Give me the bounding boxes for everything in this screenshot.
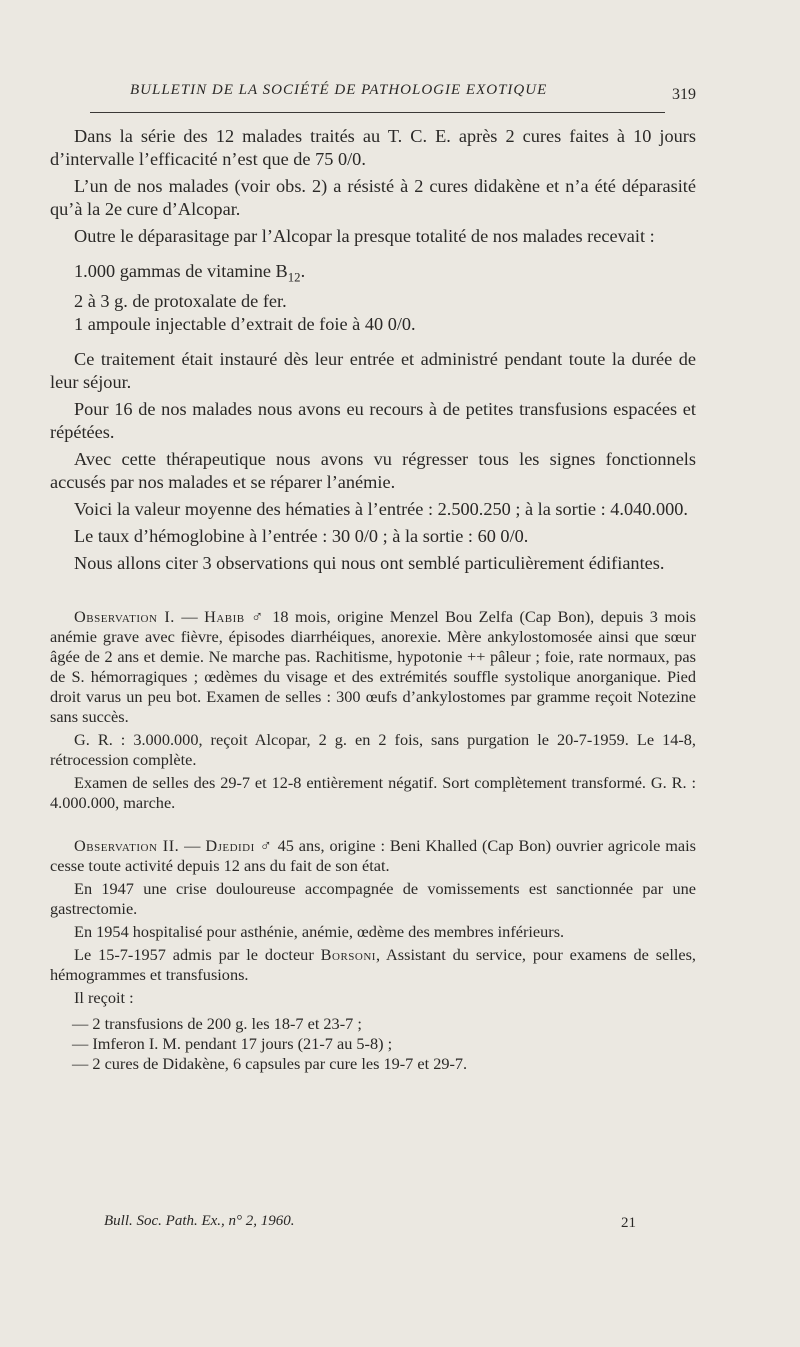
header-rule [90, 112, 665, 113]
observation-1-label: Observation I. [74, 606, 175, 626]
running-title: BULLETIN DE LA SOCIÉTÉ DE PATHOLOGIE EXOTIQUE [130, 82, 548, 98]
paragraph-results-2: Pour 16 de nos malades nous avons eu recours à de petites transfusions espacées et répétées. [50, 398, 696, 442]
running-head [0, 82, 800, 112]
observation-2-text: ♂ 45 ans, origine : Beni Khalled (Cap Bon) ouvrier agricole mais cesse toute activité depuis 12 ans du fait de son état. [50, 835, 696, 875]
observation-2-list [50, 1014, 696, 1074]
observation-1-paragraph-2: G. R. : 3.000.000, reçoit Alcopar, 2 g. en 2 fois, sans purgation le 20-7-1959. Le 14-8, rétrocession complète. [50, 729, 696, 769]
paragraph-intro-2: L’un de nos malades (voir obs. 2) a résisté à 2 cures didakène et n’a été déparasité qu’à la 2e cure d’Alcopar. [50, 176, 696, 219]
paragraph-results-3: Avec cette thérapeutique nous avons vu régresser tous les signes fonctionnels accusés par nos malades et se réparer l’anémie. [50, 448, 696, 492]
section-gap [50, 816, 696, 836]
journal-reference: Bull. Soc. Path. Ex., n° 2, 1960. [104, 1213, 295, 1229]
list-item: — Imferon I. M. pendant 17 jours (21-7 au 5-8) ; [72, 1033, 393, 1053]
vitamin-text: 1.000 gammas de vitamine B [74, 261, 288, 281]
observation-2-paragraph-1 [50, 836, 696, 876]
treatment-item-vitamin [50, 260, 696, 290]
observation-2-paragraph-2: En 1947 une crise douloureuse accompagnée de vomissements est sanctionnée par une gastrectomie. [50, 878, 696, 918]
observation-1-paragraph-1 [50, 607, 696, 727]
observation-2-p4-start: Le 15-7-1957 admis par le docteur [74, 944, 321, 964]
list-item: — 2 transfusions de 200 g. les 18-7 et 23-7 ; [72, 1013, 362, 1033]
paragraph-results-5: Le taux d’hémoglobine à l’entrée : 30 0/0 ; à la sortie : 60 0/0. [74, 525, 529, 546]
paragraph-intro-3: Outre le déparasitage par l’Alcopar la presque totalité de nos malades recevait : [74, 226, 655, 246]
observation-2-paragraph-4 [50, 945, 696, 985]
paragraph-results-6: Nous allons citer 3 observations qui nous ont semblé particulièrement édifiantes. [74, 552, 665, 573]
list-item: — 2 cures de Didakène, 6 capsules par cure les 19-7 et 29-7. [72, 1053, 468, 1073]
signature-mark: 21 [621, 1215, 636, 1231]
paragraph-results-4: Voici la valeur moyenne des hématies à l’entrée : 2.500.250 ; à la sortie : 4.040.000. [74, 498, 688, 519]
observation-2 [50, 836, 696, 1074]
body-text [50, 125, 696, 1074]
observation-1 [50, 607, 696, 813]
observation-2-p4-end: , Assistant du service, pour examens de selles, hémogrammes et transfusions. [50, 944, 697, 984]
observation-2-patient: Djedidi [205, 835, 255, 855]
treatment-item-liver: 1 ampoule injectable d’extrait de foie à 40 0/0. [74, 313, 416, 334]
observation-1-text: ♂ 18 mois, origine Menzel Bou Zelfa (Cap Bon), depuis 3 mois anémie grave avec fièvre, épisodes diarrhéiques, anorexie. Mère ankylostomosée ainsi que sœur âgée de 2 ans et demie. Ne marche pas. Rachitisme, hypotonie ++ pâleur ; foie, rate normaux, pas de S. hémorragiques ; œdèmes du visage et des extrémités souffle systolique anorganique. Pied droit varus un peu bot. Examen de selles : 300 œufs d’ankylostomes par gramme reçoit Notezine sans succès. [50, 606, 696, 726]
paragraph-results-1: Ce traitement était instauré dès leur entrée et administré pendant toute la durée de leur séjour. [50, 348, 696, 392]
observation-2-label: Observation II. [74, 835, 180, 855]
observation-2-paragraph-3: En 1954 hospitalisé pour asthénie, anémie, œdème des membres inférieurs. [74, 921, 565, 941]
treatment-list [50, 260, 696, 336]
observation-1-paragraph-3: Examen de selles des 29-7 et 12-8 entièrement négatif. Sort complètement transformé. G. R. : 4.000.000, marche. [50, 772, 696, 812]
observation-2-paragraph-5: Il reçoit : [74, 987, 134, 1007]
vitamin-end: . [300, 261, 306, 281]
paragraph-intro-1: Dans la série des 12 malades traités au T. C. E. après 2 cures faites à 10 jours d’intervalle l’efficacité n’est que de 75 0/0. [50, 126, 696, 169]
observation-1-patient: Habib [204, 606, 245, 626]
section-gap [50, 579, 696, 607]
footer [0, 1213, 800, 1237]
vitamin-subscript: 12 [287, 270, 301, 285]
treatment-item-iron: 2 à 3 g. de protoxalate de fer. [74, 290, 287, 311]
page-number: 319 [672, 86, 696, 103]
observation-2-dash: — [179, 835, 206, 855]
observation-1-dash: — [174, 606, 205, 626]
doctor-name: Borsoni [320, 944, 376, 964]
